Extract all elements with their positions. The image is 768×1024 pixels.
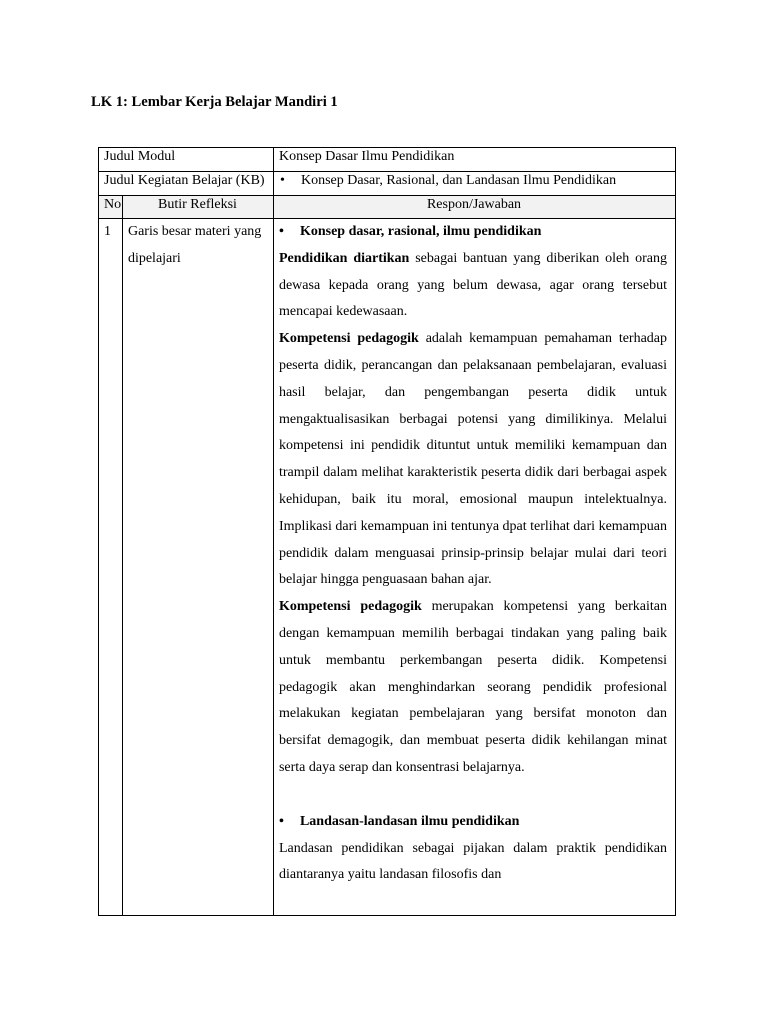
module-row bbox=[99, 148, 676, 172]
kb-value: Konsep Dasar, Rasional, dan Landasan Ilmu Pendidikan bbox=[300, 173, 617, 188]
kb-value-cell bbox=[273, 172, 675, 196]
kb-bullet-item bbox=[280, 172, 669, 189]
header-no: No bbox=[99, 196, 123, 219]
paragraph-pendidikan bbox=[279, 246, 667, 326]
text-pendidikan: sebagai bantuan yang diberikan oleh orang dewasa kepada orang yang belum dewasa, agar orang tersebut mencapai kedewasaan. bbox=[278, 250, 667, 320]
paragraph-kompetensi-2 bbox=[279, 594, 667, 782]
header-respon: Respon/Jawaban bbox=[273, 196, 675, 219]
table-header-row bbox=[99, 196, 676, 219]
paragraph-landasan: Landasan pendidikan sebagai pijakan dalam praktik pendidikan diantaranya yaitu landasan filosofis dan bbox=[278, 840, 667, 883]
section-konsep-title bbox=[279, 219, 667, 246]
row-butir: Garis besar materi yang dipelajari bbox=[122, 219, 273, 916]
kb-row bbox=[99, 172, 676, 196]
module-value: Konsep Dasar Ilmu Pendidikan bbox=[273, 148, 675, 172]
section-landasan-label: Landasan-landasan ilmu pendidikan bbox=[299, 813, 520, 829]
bullet-icon: • bbox=[278, 224, 284, 239]
paragraph-kompetensi-1 bbox=[279, 326, 667, 594]
section-landasan-title bbox=[279, 809, 667, 836]
row-response bbox=[273, 219, 675, 916]
row-number: 1 bbox=[99, 219, 123, 916]
page-title: LK 1: Lembar Kerja Belajar Mandiri 1 bbox=[91, 94, 338, 110]
bullet-icon: • bbox=[279, 173, 285, 188]
section-konsep-label: Konsep dasar, rasional, ilmu pendidikan bbox=[299, 224, 542, 239]
paragraph-spacer bbox=[279, 782, 667, 809]
header-butir: Butir Refleksi bbox=[122, 196, 273, 219]
term-kompetensi-1: Kompetensi pedagogik bbox=[278, 331, 419, 347]
module-label: Judul Modul bbox=[99, 148, 274, 172]
text-kompetensi-2: merupakan kompetensi yang berkaitan dengan kemampuan memilih berbagai tindakan yang paling baik untuk membantu perkembangan peserta didik. Kompetensi pedagogik akan menghindarkan seorang pendidik profesional melakukan kegiatan pembelajaran yang bersifat monoton dan bersifat demagogik, dan membuat peserta didik kehilangan minat serta daya serap dan konsentrasi belajarnya. bbox=[278, 599, 667, 775]
text-kompetensi-1: adalah kemampuan pemahaman terhadap peserta didik, perancangan dan pelaksanaan pembelajaran, evaluasi hasil belajar, dan pengembangan peserta didik untuk mengaktualisasikan berbagai potensi yang dimilikinya. Melalui kompetensi ini pendidik dituntut untuk memiliki kemampuan dan trampil dalam melihat karakteristik peserta didik dari berbagai aspek kehidupan, baik itu moral, emosional maupun intelektualnya. Implikasi dari kemampuan ini tentunya dpat terlihat dari kemampuan pendidik dalam menguasai prinsip-prinsip belajar mulai dari teori belajar hingga penguasaan bahan ajar. bbox=[278, 331, 668, 588]
term-kompetensi-2: Kompetensi pedagogik bbox=[278, 599, 422, 615]
kb-label: Judul Kegiatan Belajar (KB) bbox=[99, 172, 274, 196]
bullet-icon: • bbox=[278, 813, 284, 829]
table-row bbox=[99, 219, 676, 916]
term-pendidikan: Pendidikan diartikan bbox=[278, 250, 410, 266]
worksheet-table bbox=[98, 147, 676, 916]
